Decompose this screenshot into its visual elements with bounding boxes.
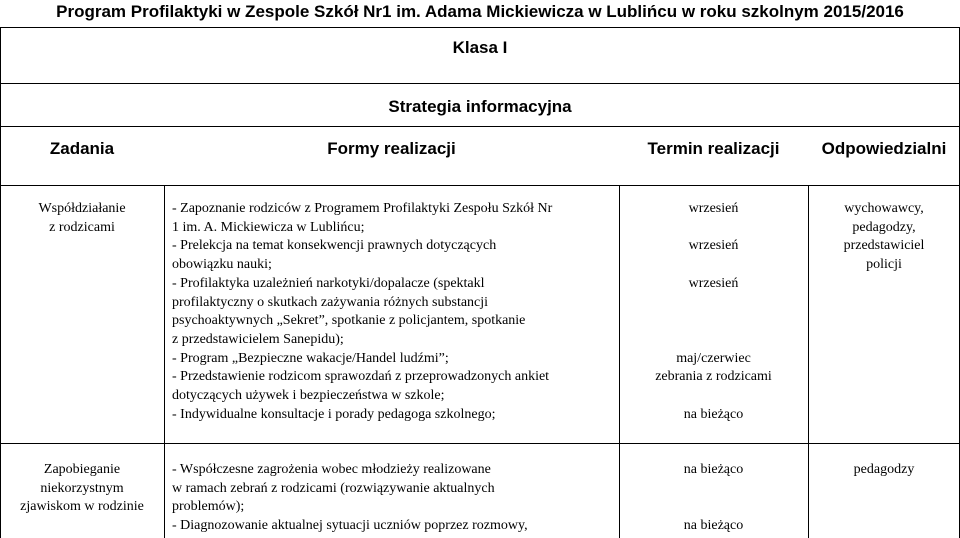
form-line: - Indywidualne konsultacje i porady pedagoga szkolnego; (172, 406, 496, 422)
column-divider (164, 185, 165, 538)
row2-forms (172, 461, 616, 536)
table-border-top (0, 27, 960, 28)
task-line: z rodzicami (49, 219, 115, 235)
row1-responsible (808, 200, 960, 275)
term-line: maj/czerwiec (676, 350, 751, 366)
row2-task (0, 461, 164, 517)
form-line: - Prelekcja na temat konsekwencji prawnych dotyczących (172, 238, 497, 254)
row2-responsible (808, 461, 960, 480)
form-line: - Zapoznanie rodziców z Programem Profilaktyki Zespołu Szkół Nr (172, 201, 553, 216)
task-line: niekorzystnym (40, 480, 124, 496)
table-rule (0, 83, 960, 84)
responsible-line: pedagodzy, (852, 219, 916, 235)
document-title: Program Profilaktyki w Zespole Szkół Nr1 im. Adama Mickiewicza w Lublińcu w roku szkolnym 2015/2016 (56, 2, 904, 21)
form-line: - Profilaktyka uzależnień narkotyki/dopalacze (spektakl (172, 275, 485, 291)
form-line: z przedstawicielem Sanepidu); (172, 331, 344, 347)
row1-forms (172, 200, 616, 424)
header-formy-realizacji: Formy realizacji (327, 139, 456, 158)
table-rule (0, 443, 960, 444)
header-zadania: Zadania (49, 139, 115, 158)
form-line: obowiązku nauki; (172, 257, 272, 273)
responsible-line: pedagodzy (853, 462, 915, 477)
term-line: wrzesień (688, 201, 739, 216)
form-line: w ramach zebrań z rodzicami (rozwiązywanie aktualnych (172, 480, 495, 496)
task-line: zjawiskom w rodzinie (20, 499, 144, 515)
form-line: - Program „Bezpieczne wakacje/Handel ludźmi”; (172, 350, 449, 366)
form-line: profilaktyczny o skutkach zażywania różnych substancji (172, 294, 489, 310)
class-label: Klasa I (452, 38, 508, 57)
term-line: na bieżąco (683, 462, 744, 477)
responsible-line: przedstawiciel (843, 238, 925, 254)
row2-terms (619, 461, 808, 536)
task-line: Zapobieganie (43, 462, 121, 477)
form-line: psychoaktywnych „Sekret”, spotkanie z policjantem, spotkanie (172, 313, 526, 329)
form-line: problemów); (172, 499, 245, 515)
form-line: - Przedstawienie rodzicom sprawozdań z przeprowadzonych ankiet (172, 369, 550, 385)
term-line: zebrania z rodzicami (655, 369, 772, 385)
form-line: - Współczesne zagrożenia wobec młodzieży realizowane (172, 462, 491, 477)
header-termin-realizacji: Termin realizacji (647, 139, 780, 158)
header-odpowiedzialni: Odpowiedzialni (821, 139, 947, 158)
form-line: dotyczących używek i bezpieczeństwa w szkole; (172, 388, 445, 404)
form-line: 1 im. A. Mickiewicza w Lublińcu; (172, 219, 365, 235)
row1-task (0, 200, 164, 237)
table-rule (0, 126, 960, 127)
task-line: Współdziałanie (38, 201, 126, 216)
term-line: na bieżąco (683, 518, 744, 534)
row1-terms (619, 200, 808, 424)
strategy-label: Strategia informacyjna (388, 97, 572, 116)
responsible-line: wychowawcy, (844, 201, 924, 216)
responsible-line: policji (866, 257, 902, 273)
table-rule (0, 185, 960, 186)
term-line: na bieżąco (683, 406, 744, 422)
term-line: wrzesień (688, 238, 739, 254)
form-line: - Diagnozowanie aktualnej sytuacji uczniów poprzez rozmowy, (172, 518, 528, 534)
term-line: wrzesień (688, 275, 739, 291)
